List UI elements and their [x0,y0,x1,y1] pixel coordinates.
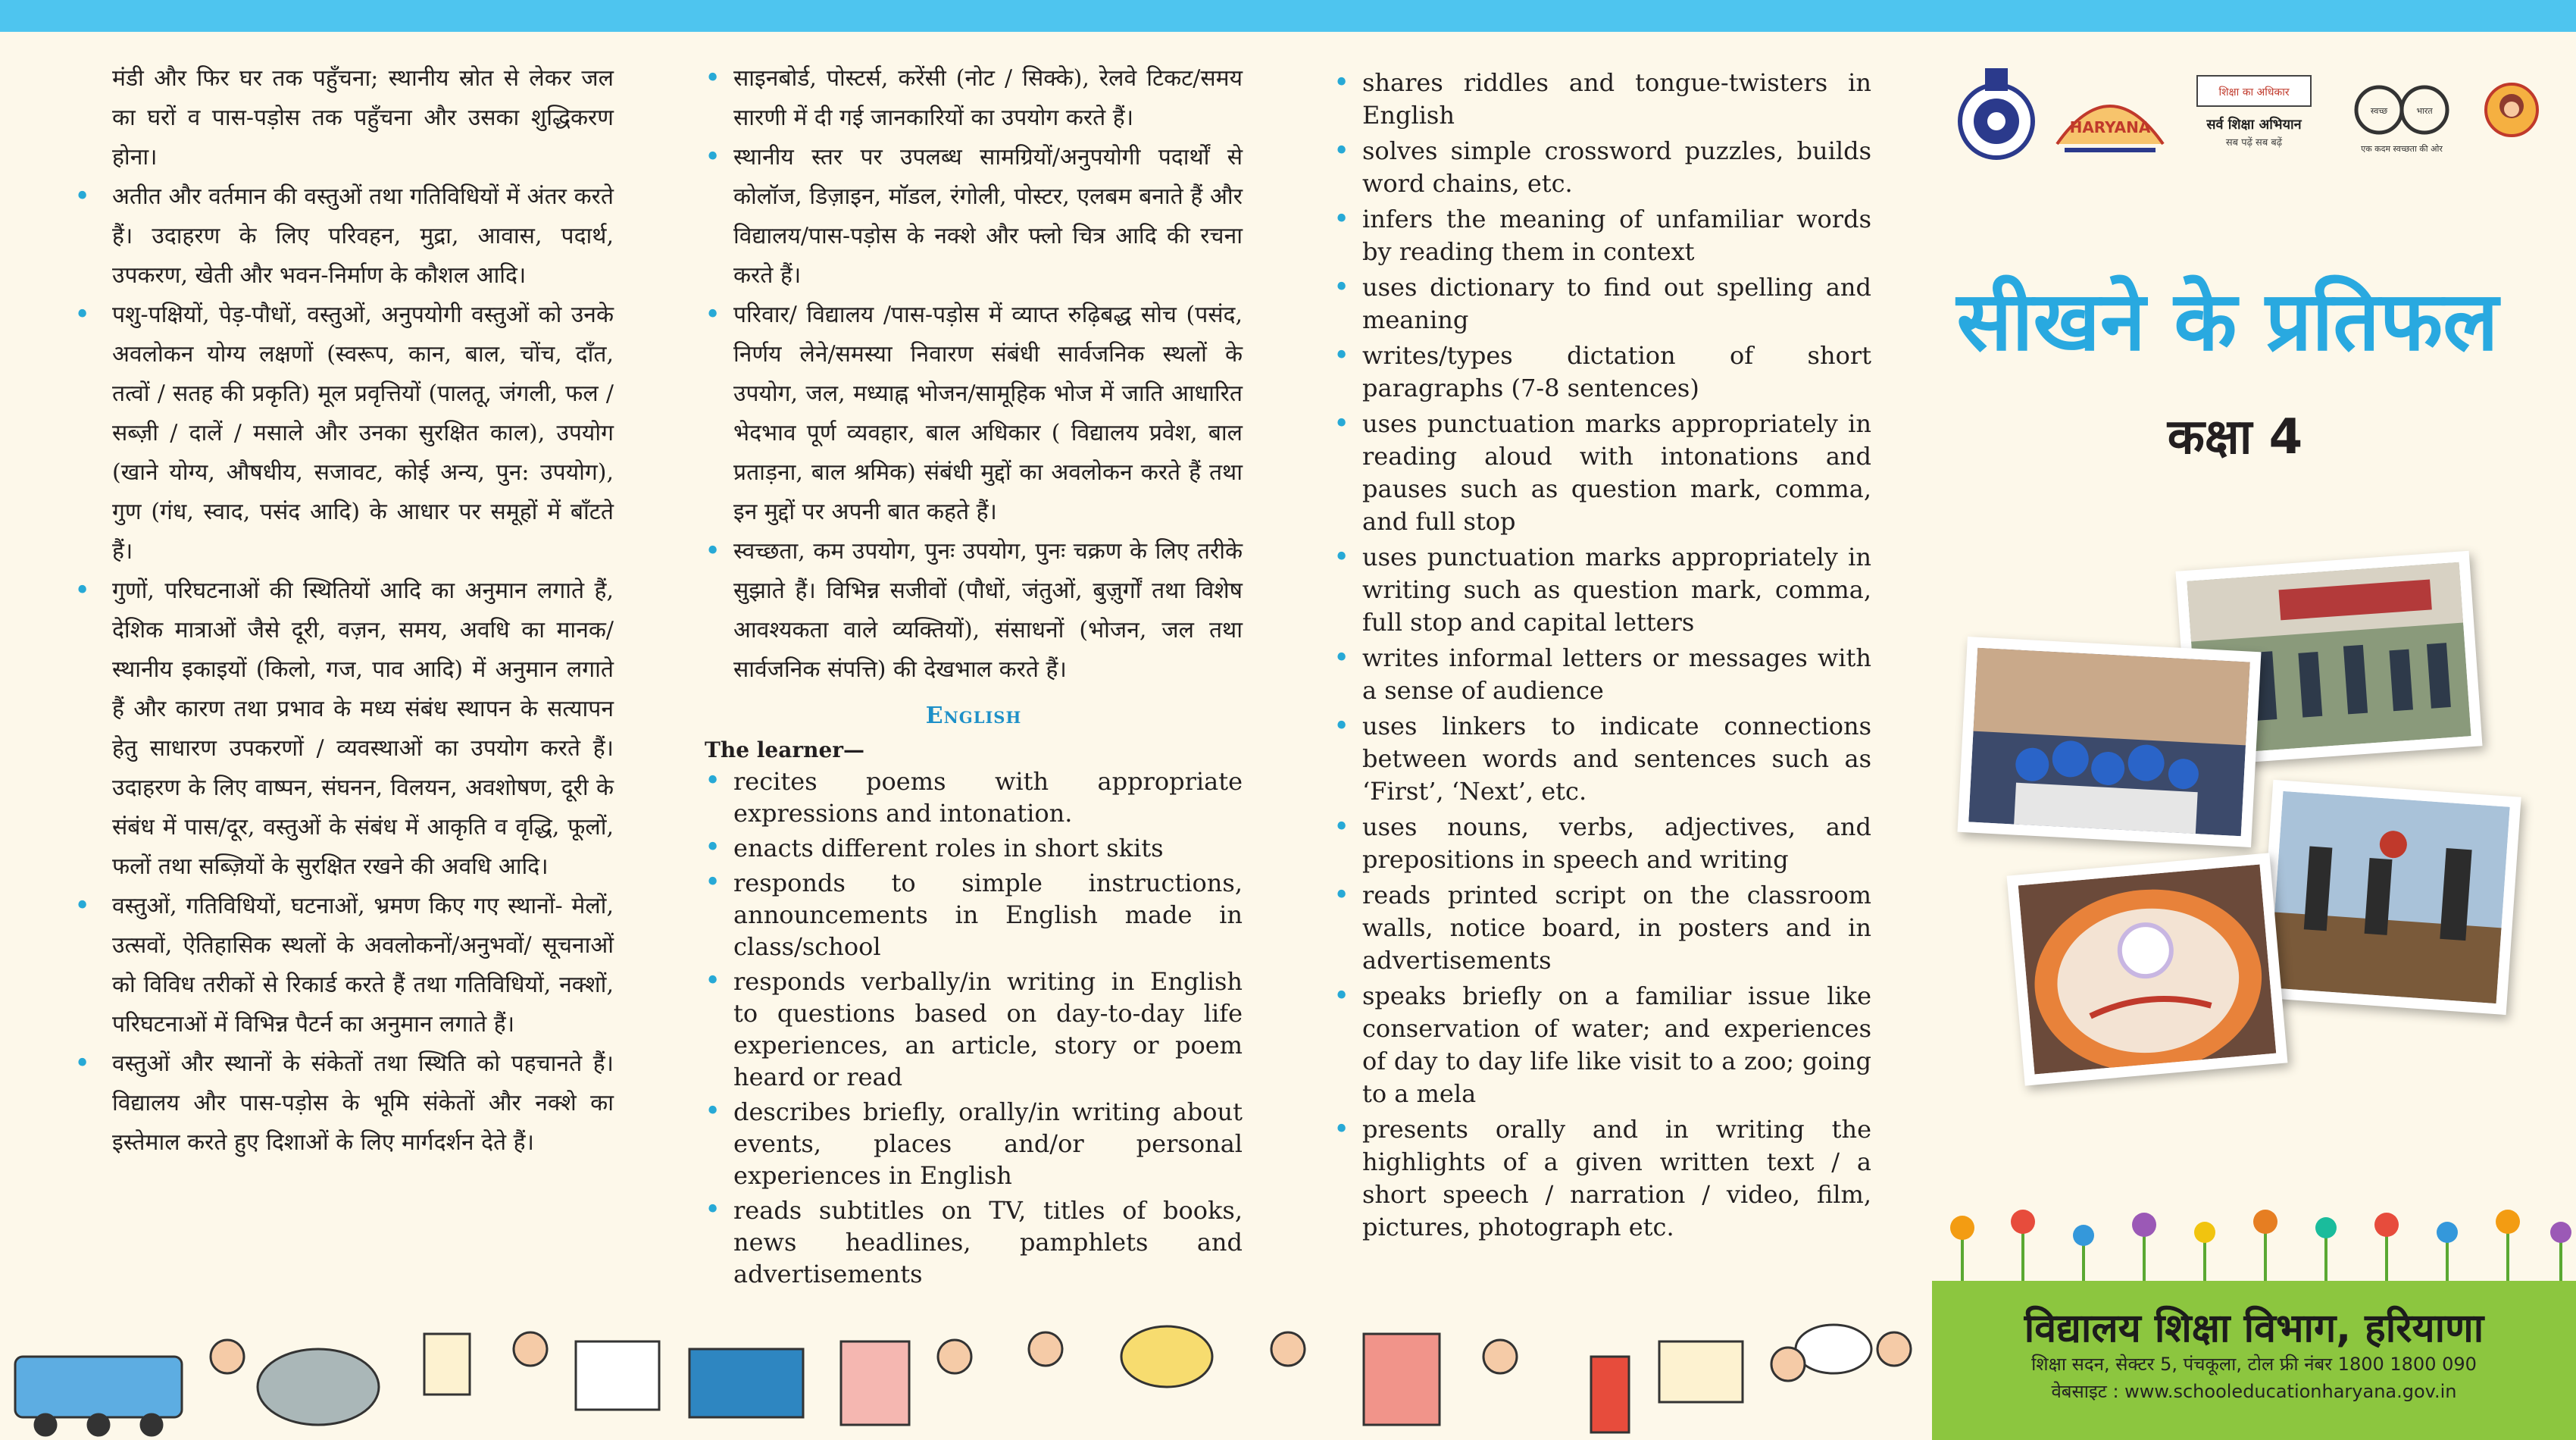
list-item: • परिवार/ विद्यालय /पास-पड़ोस में व्याप्त रुढ़िबद्ध सोच (पसंद, निर्णय लेने/समस्या निवारण संबंधी सार्वजनिक स्थलों के उपयोग, जल, मध्याह्न भोजन/सामूहिक भोज में जाति आधारित भेदभाव पूर्ण व्यवहार, बाल अधिकार ( विद्यालय प्रवेश, बाल प्रताड़ना, बाल श्रमिक) संबंधी मुद्दों का अवलोकन करते हैं तथा इन मुद्दों पर अपनी बात कहते हैं। [705,296,1243,532]
learner-label: The learner— [705,737,865,762]
department-name: विद्यालय शिक्षा विभाग, हरियाणा [2024,1306,2484,1351]
lead-paragraph: मंडी और फिर घर तक पहुँचना; स्थानीय स्रोत से लेकर जल का घरों व पास-पड़ोस तक पहुँचना और उसका शुद्धिकरण होना। [112,65,614,171]
english-heading: English [925,703,1022,729]
list-item: • infers the meaning of unfamiliar words by reading them in context [1333,203,1871,268]
list-item: • shares riddles and tongue-twisters in English [1333,67,1871,132]
list-item: • recites poems with appropriate expressions and intonation. [705,765,1243,829]
list-item: • वस्तुओं, गतिविधियों, घटनाओं, भ्रमण किए गए स्थानों- मेलों, उत्सवों, ऐतिहासिक स्थलों के अवलोकनों/अनुभवों/ सूचनाओं को विविध तरीकों से रिकार्ड करते हैं तथा गतिविधियों, नक्शों, परिघटनाओं में विभिन्न पैटर्न का अनुमान लगाते हैं। [68,887,614,1044]
list-item: • writes informal letters or messages with a sense of audience [1333,642,1871,707]
english-outcome-list [1333,67,1871,1244]
top-bar [0,0,2576,32]
list-item: • uses punctuation marks appropriately in reading aloud with intonations and pauses such as question mark, comma, and full stop [1333,408,1871,538]
list-item: • writes/types dictation of short paragraphs (7-8 sentences) [1333,340,1871,405]
svg-text:शिक्षा का अधिकार: शिक्षा का अधिकार [2218,86,2290,99]
list-item: • uses dictionary to find out spelling and meaning [1333,271,1871,337]
list-item: • responds to simple instructions, announcements in English made in class/school [705,867,1243,963]
svg-text:स्वच्छ: स्वच्छ [2370,106,2388,116]
beti-padhao-logo [2481,61,2542,167]
list-item: • uses punctuation marks appropriately in writing such as question mark, comma, full stop and capital letters [1333,541,1871,639]
svg-text:एक कदम स्वच्छता की ओर: एक कदम स्वच्छता की ओर [2361,144,2443,154]
list-item: • enacts different roles in short skits [705,832,1243,864]
svg-text:सर्व शिक्षा अभियान: सर्व शिक्षा अभियान [2206,117,2302,133]
list-item: • describes briefly, orally/in writing about events, places and/or personal experiences in English [705,1096,1243,1191]
children-illustration-border [0,1304,1940,1440]
address-line: शिक्षा सदन, सेक्टर 5, पंचकूला, टोल फ्री नंबर 1800 1800 090 [2031,1354,2477,1375]
column-english [1333,67,1871,1247]
photo-cake [2007,853,2288,1085]
list-item: • पशु-पक्षियों, पेड़-पौधों, वस्तुओं, अनुपयोगी वस्तुओं को उनके अवलोकन योग्य लक्षणों (स्वरूप, कान, बाल, चोंच, दाँत, तत्वों / सतह की प्रकृति) मूल प्रवृत्तियों (पालतू, जंगली, फल / सब्ज़ी / दालें / मसाले और उनका सुरक्षित काल), उपयोग (खाने योग्य, औषधीय, सजावट, कोई अन्य, पुन: उपयोग), गुण (गंध, स्वाद, पसंद आदि) के आधार पर समूहों में बाँटते हैं। [68,296,614,571]
svg-text:भारत: भारत [2416,106,2433,116]
list-item: • reads subtitles on TV, titles of books, news headlines, pamphlets and advertisements [705,1194,1243,1290]
svg-text:HARYANA: HARYANA [2069,118,2151,136]
website-line: वेबसाइट : www.schooleducationharyana.gov.in [2051,1381,2457,1402]
logo-strip [1940,61,2546,174]
page-title: सीखने के प्रतिफल [1956,274,2499,369]
list-item: • स्थानीय स्तर पर उपलब्ध सामग्रियों/अनुपयोगी पदार्थों से कोलॉज, डिज़ाइन, मॉडल, रंगोली, पोस्टर, एलबम बनाते हैं और विद्यालय/पास-पड़ोस के नक्शे और फ्लो चित्र आदि की रचना करते हैं। [705,138,1243,296]
outcome-list [68,177,614,1163]
list-item: • uses nouns, verbs, adjectives, and prepositions in speech and writing [1333,811,1871,876]
outcome-list [705,59,1243,690]
photo-celebration [1958,637,2262,847]
flower-border-decoration [1932,1205,2576,1288]
list-item: • uses linkers to indicate connections between words and sentences such as ‘First’, ‘Next’, etc. [1333,710,1871,808]
column-hindi-1 [68,59,614,1163]
list-item: • speaks briefly on a familiar issue like conservation of water; and experiences of day to day life like visit to a zoo; going to a mela [1333,980,1871,1110]
list-item: • स्वच्छता, कम उपयोग, पुनः उपयोग, पुनः चक्रण के लिए तरीके सुझाते हैं। विभिन्न सजीवों (पौधों, जंतुओं, बुज़ुर्गों तथा विशेष आवश्यकता वाले व्यक्तियों), संसाधनों (भोजन, जल तथा सार्वजनिक संपत्ति) की देखभाल करते हैं। [705,532,1243,690]
photo-classroom [2258,780,2521,1015]
list-item: • reads printed script on the classroom walls, notice board, in posters and in advertisements [1333,879,1871,977]
transforming-haryana-logo [2049,61,2171,167]
list-item: • presents orally and in writing the highlights of a given written text / a short speech / narration / video, film, pictures, photograph etc. [1333,1113,1871,1244]
swachh-bharat-logo [2337,61,2466,167]
list-item: • अतीत और वर्तमान की वस्तुओं तथा गतिविधियों में अंतर करते हैं। उदाहरण के लिए परिवहन, मुद्रा, आवास, पदार्थ, उपकरण, खेती और भवन-निर्माण के कौशल आदि। [68,177,614,296]
ssa-logo [2190,61,2318,167]
list-item: • वस्तुओं और स्थानों के संकेतों तथा स्थिति को पहचानते हैं। विद्यालय और पास-पड़ोस के भूमि संकेतों और नक्शे का इस्तेमाल करते हुए दिशाओं के लिए मार्गदर्शन देते हैं। [68,1044,614,1163]
list-item: • responds verbally/in writing in English to questions based on day-to-day life experiences, an article, story or poem heard or read [705,966,1243,1093]
list-item: • गुणों, परिघटनाओं की स्थितियों आदि का अनुमान लगाते हैं, देशिक मात्राओं जैसे दूरी, वज़न, समय, अवधि का मानक/ स्थानीय इकाइयों (किलो, गज, पाव आदि) में अनुमान लगाते हैं और कारण तथा प्रभाव के मध्य संबंध स्थापन के सत्यापन हेतु साधारण उपकरणों / व्यवस्थाओं का उपयोग करते हैं। उदाहरण के लिए वाष्पन, संघनन, विलयन, अवशोषण, दूरी के संबंध में पास/दूर, वस्तुओं के संबंध में आकृति व वृद्धि, फूलों, फलों तथा सब्ज़ियों के सुरक्षित रखने की अवधि आदि। [68,571,614,887]
svg-text:सब पढ़ें सब बढ़ें: सब पढ़ें सब बढ़ें [2225,137,2283,149]
address-block [1932,1351,2576,1405]
list-item: • साइनबोर्ड, पोस्टर्स, करेंसी (नोट / सिक्के), रेलवे टिकट/समय सारणी में दी गई जानकारियों का उपयोग करते हैं। [705,59,1243,138]
english-outcome-list [705,765,1243,1290]
class-subtitle: कक्षा 4 [2167,409,2303,465]
haryana-emblem-icon [1955,61,2038,167]
list-item: • solves simple crossword puzzles, builds word chains, etc. [1333,135,1871,200]
column-hindi-english [705,59,1243,1293]
